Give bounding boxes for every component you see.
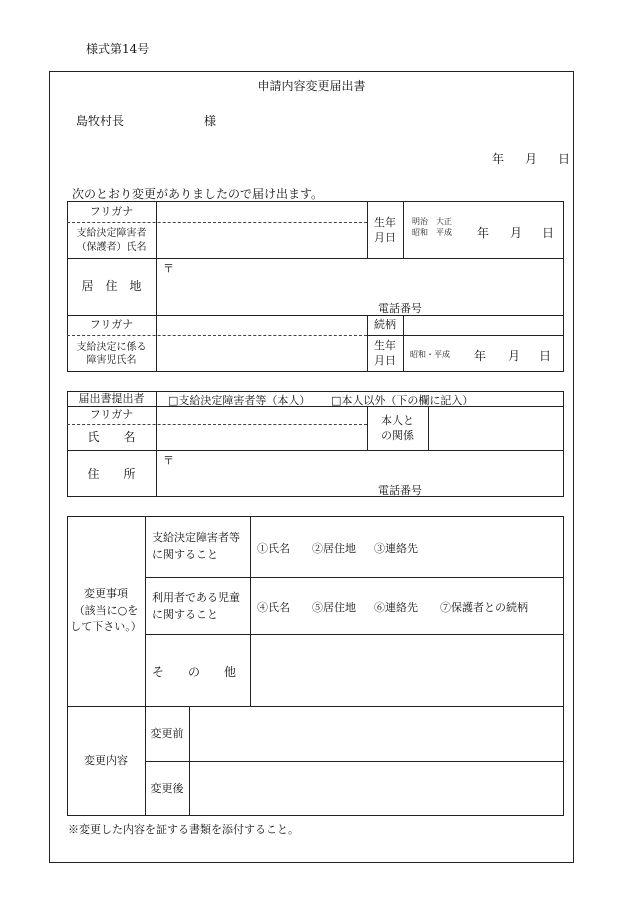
row2-opt1[interactable]: ④氏名 — [257, 601, 290, 614]
row1-opt1[interactable]: ①氏名 — [257, 542, 290, 555]
row1-opt2[interactable]: ②居住地 — [312, 542, 356, 555]
residence-label: 居 住 地 — [81, 279, 142, 294]
form-number: 様式第14号 — [86, 42, 150, 56]
applicant-name-label: 支給決定障害者 （保護者）氏名 — [76, 228, 147, 253]
divider — [156, 201, 157, 372]
divider — [145, 577, 564, 578]
honorific: 様 — [204, 114, 217, 128]
birth1-month-label: 月 — [510, 226, 523, 240]
row1-opt3[interactable]: ③連絡先 — [374, 542, 418, 555]
furigana-label-2: フリガナ — [89, 318, 134, 332]
divider — [428, 406, 429, 450]
relationship-label: 本人と の関係 — [381, 413, 414, 442]
divider — [403, 315, 404, 372]
furigana-label: フリガナ — [89, 204, 134, 218]
row2-opt3[interactable]: ⑥連絡先 — [374, 601, 418, 614]
divider — [250, 516, 251, 706]
submitter-address-label: 住 所 — [87, 466, 136, 481]
divider — [145, 761, 564, 762]
postal-mark-2: 〒 — [163, 454, 174, 467]
row2-opt2[interactable]: ⑤居住地 — [312, 601, 356, 614]
birth2-year-label: 年 — [474, 349, 487, 363]
furigana-label-3: フリガナ — [89, 407, 134, 421]
phone-label: 電話番号 — [378, 302, 422, 315]
birth2-day-label: 日 — [539, 349, 552, 363]
row3-label: そ の 他 — [152, 665, 237, 679]
footnote: ※変更した内容を証する書類を添付すること。 — [68, 823, 299, 836]
addressee: 島牧村長 — [76, 114, 125, 128]
row2-label: 利用者である児童 に関すること — [152, 591, 240, 621]
change-content-label: 変更内容 — [84, 754, 128, 768]
option-other[interactable]: □本人以外（下の欄に記入） — [331, 394, 474, 407]
birth-date-label-2: 生年 月日 — [374, 339, 396, 367]
date-day-label: 日 — [558, 152, 571, 166]
intro-text: 次のとおり変更がありましたので届け出ます。 — [72, 187, 324, 201]
row2-opt4[interactable]: ⑦保護者との続柄 — [440, 601, 528, 614]
birth2-month-label: 月 — [508, 349, 521, 363]
postal-mark: 〒 — [163, 262, 174, 275]
birth1-year-label: 年 — [477, 226, 490, 240]
birth-date-label: 生年 月日 — [374, 215, 396, 244]
option-self[interactable]: □支給決定障害者等（本人） — [168, 394, 311, 407]
before-label: 変更前 — [150, 726, 184, 740]
era-options-2: 昭和・平成 — [410, 350, 450, 359]
child-name-label: 支給決定に係る 障害児氏名 — [76, 341, 147, 366]
birth1-day-label: 日 — [542, 226, 555, 240]
change-items-label: 変更事項 （該当に○を して下さい。） — [70, 587, 142, 634]
row1-label: 支給決定障害者等 に関すること — [152, 531, 240, 561]
submitter-label: 届出書提出者 — [78, 391, 145, 405]
phone-label-2: 電話番号 — [378, 484, 422, 497]
after-label: 変更後 — [150, 781, 184, 795]
divider — [403, 201, 404, 258]
era-options-1: 明治 大正 昭和 平成 — [412, 217, 452, 237]
relation-label: 続柄 — [374, 318, 396, 332]
divider — [145, 634, 564, 635]
date-month-label: 月 — [525, 152, 538, 166]
date-year-label: 年 — [492, 152, 505, 166]
form-title: 申請内容変更届出書 — [257, 79, 366, 93]
submitter-name-label: 氏 名 — [87, 430, 136, 445]
